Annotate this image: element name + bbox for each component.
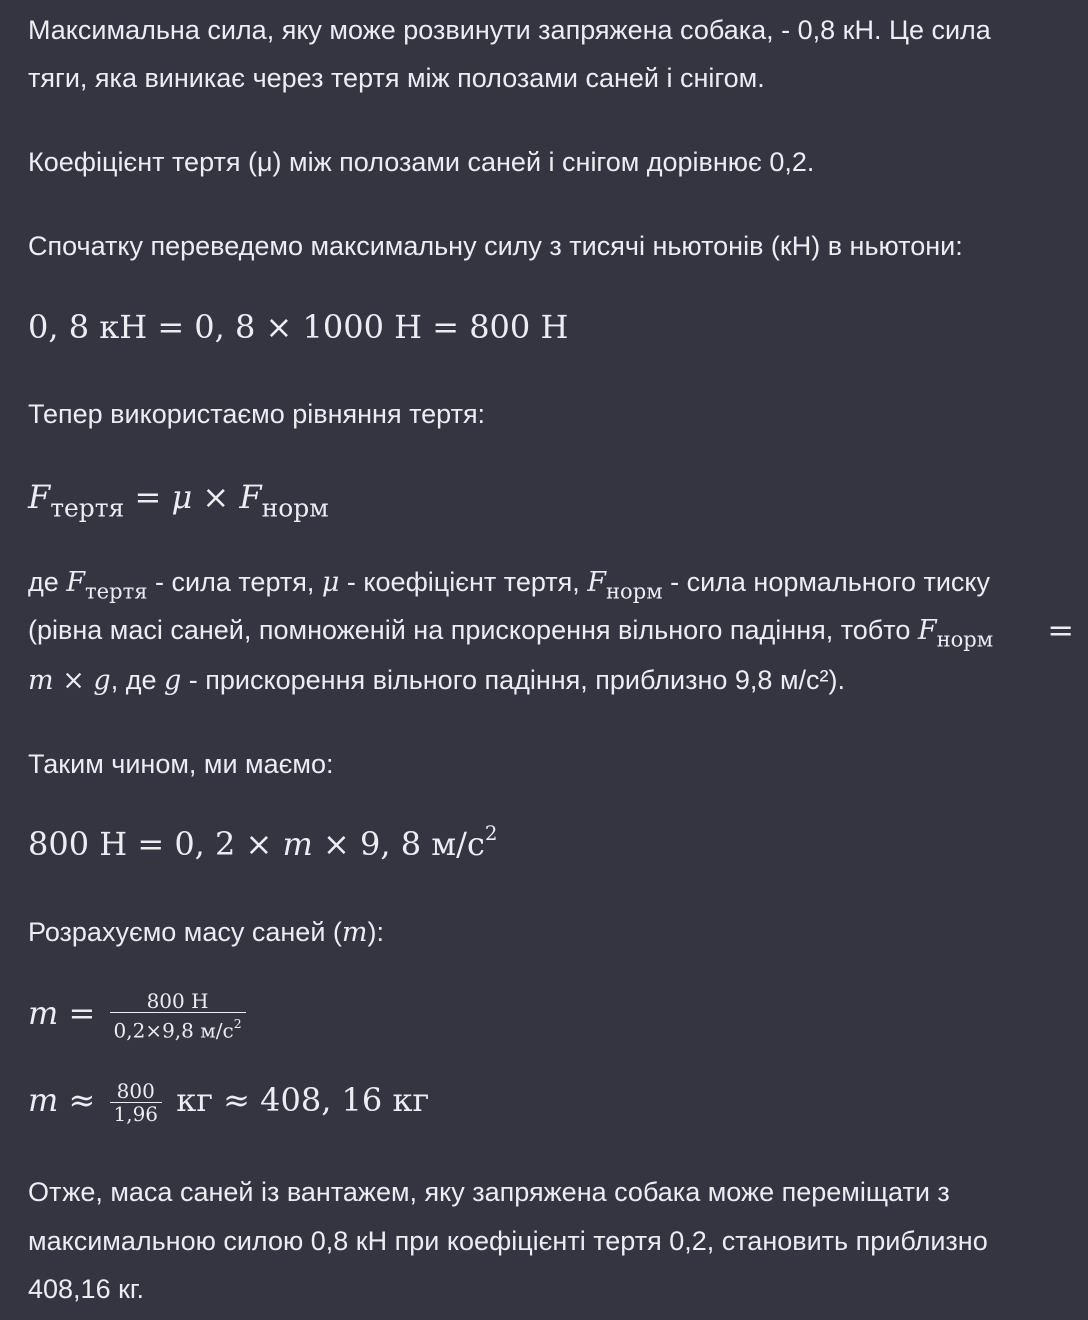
paragraph-conclusion-line3: 408,16 кг. <box>28 1274 144 1304</box>
equation-force-balance: 800 Н = 0, 2 × m × 9, 8 $м/с^2$ <box>28 822 498 863</box>
paragraph-thus: Таким чином, ми маємо: <box>28 749 334 779</box>
paragraph-definitions-line2: (рівна масі саней, помноженій на прискорення вільного падіння, тобто $F_{норм}$ = <box>28 611 1074 652</box>
equation-mass-fraction: m = $\frac{800 Н}{0,2\times 9,8 м/с^2}$ <box>28 990 250 1041</box>
paragraph-conclusion-line2: максимальною силою 0,8 кН при коефіцієнті тертя 0,2, становить приблизно <box>28 1226 988 1256</box>
paragraph-calc-mass: Розрахуємо масу саней (m): <box>28 917 385 948</box>
paragraph-conclusion-line1: Отже, маса саней із вантажем, яку запряжена собака може переміщати з <box>28 1177 950 1207</box>
equation-conversion: 0, 8 кН = 0, 8 × 1000 Н = 800 Н <box>28 308 569 346</box>
equation-mass-result: m ≈ $\frac{800}{1,96}$ кг ≈ 408, 16 кг <box>28 1079 430 1126</box>
paragraph-convert: Спочатку переведемо максимальну силу з тисячі ньютонів (кН) в ньютони: <box>28 231 963 261</box>
paragraph-intro-line1: Максимальна сила, яку може розвинути запряжена собака, - 0,8 кН. Це сила <box>28 15 991 45</box>
paragraph-friction-coefficient: Коефіцієнт тертя (μ) між полозами саней і снігом дорівнює 0,2. <box>28 147 815 177</box>
paragraph-definitions-line1: де $F_{тертя}$ - сила тертя, μ - коефіцієнт тертя, $F_{норм}$ - сила нормального тиску <box>28 567 991 604</box>
equation-friction: $F_{тертя} = \mu \times F_{норм}$ <box>28 478 329 523</box>
paragraph-definitions-line3: m × g, де g - прискорення вільного падіння, приблизно 9,8 м/с²). <box>28 665 845 696</box>
paragraph-intro-line2: тяги, яка виникає через тертя між полозами саней і снігом. <box>28 63 765 93</box>
paragraph-friction-equation: Тепер використаємо рівняння тертя: <box>28 399 486 429</box>
